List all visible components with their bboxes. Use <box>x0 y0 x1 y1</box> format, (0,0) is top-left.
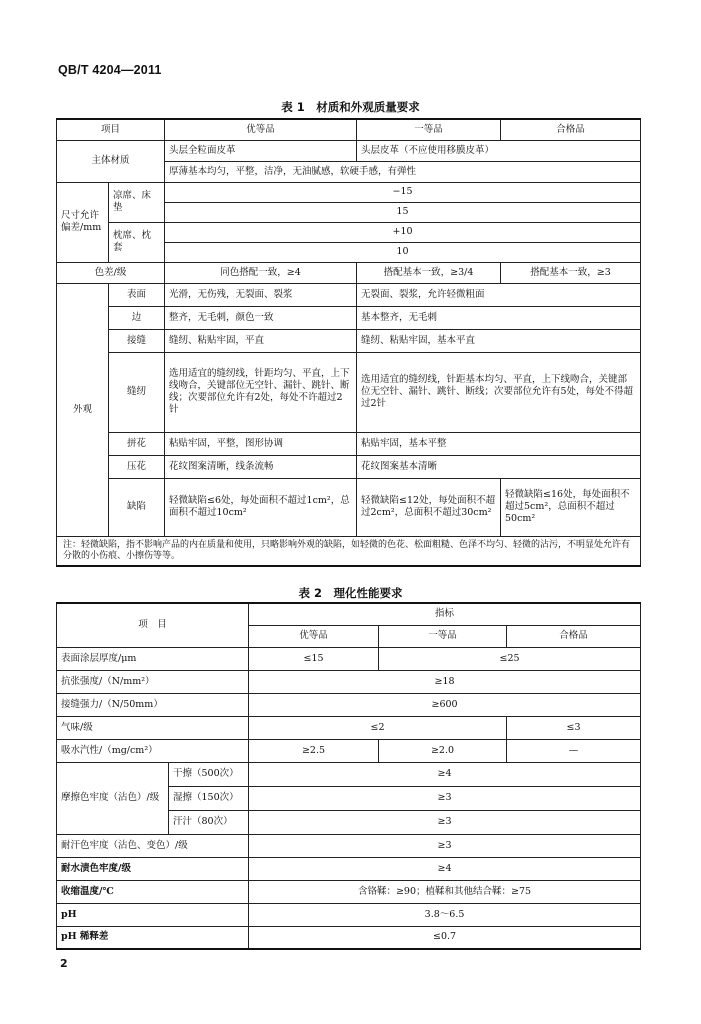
table1-caption: 表 1 材质和外观质量要求 <box>281 100 420 114</box>
t1-appearance-rest: 无裂面、裂浆，允许轻微粗面 <box>357 283 641 306</box>
t1-appearance-item: 压花 <box>109 455 165 478</box>
standard-code: QB/T 4204—2011 <box>58 63 162 77</box>
t2-rub-value: ≥3 <box>249 810 641 834</box>
t1-size-row-value: +10 <box>165 222 641 242</box>
t2-row-item: 抗张强度/（N/mm²） <box>57 670 249 693</box>
table2-physical-chemical <box>56 602 641 950</box>
t2-rub-item: 湿擦（150次） <box>169 786 249 810</box>
t2-row-all: ≤0.7 <box>249 926 641 949</box>
t1-appearance-premium: 花纹图案清晰，线条流畅 <box>165 455 357 478</box>
t2-row-premium: ≥2.5 <box>249 739 379 762</box>
t1-color-premium: 同色搭配一致，≥4 <box>165 262 357 283</box>
t1-appearance-premium: 选用适宜的缝纫线，针距均匀、平直，上下线吻合，关键部位无空针、漏针、跳针、断线；次要部位允许有2处，每处不许超过2针 <box>165 352 357 432</box>
t1-note: 注：轻微缺陷，指不影响产品的内在质量和使用，只略影响外观的缺陷，如轻微的色花、松面粗糙、色泽不均匀、轻微的沾污，不明显处允许有分散的小伤痕、小擦伤等等。 <box>57 536 641 566</box>
t2-row-qualified: ≤3 <box>507 716 641 739</box>
t2-row-all: 含铬鞣：≥90；植鞣和其他结合鞣：≥75 <box>249 880 641 903</box>
t1-appearance-rest: 粘贴牢固，基本平整 <box>357 432 641 455</box>
t1-defect-first: 轻微缺陷≤12处，每处面积不超过2cm²，总面积不超过30cm² <box>357 478 501 536</box>
t2-rub-label: 摩擦色牢度（沾色）/级 <box>57 762 169 834</box>
t2-header-index: 指标 <box>249 603 641 625</box>
t1-appearance-premium: 缝纫、粘贴牢固，平直 <box>165 329 357 352</box>
t2-rub-value: ≥3 <box>249 786 641 810</box>
t2-rub-value: ≥4 <box>249 762 641 786</box>
t2-row-all: ≥3 <box>249 834 641 857</box>
t1-color-qualified: 搭配基本一致，≥3 <box>501 262 641 283</box>
t1-header-item: 项目 <box>57 119 165 140</box>
t1-color-first: 搭配基本一致，≥3/4 <box>357 262 501 283</box>
t1-defect-premium: 轻微缺陷≤6处，每处面积不超过1cm²，总面积不超过10cm² <box>165 478 357 536</box>
t1-appearance-rest: 基本整齐，无毛刺 <box>357 306 641 329</box>
t1-size-row-item: 凉席、床垫 <box>109 182 165 222</box>
t2-row-item: 耐汗色牢度（沾色、变色）/级 <box>57 834 249 857</box>
t2-header-premium: 优等品 <box>249 625 379 647</box>
t1-size-tolerance-label: 尺寸允许偏差/mm <box>57 182 109 262</box>
t2-row-item: pH <box>57 903 249 926</box>
t2-row-all: ≥18 <box>249 670 641 693</box>
page-number: 2 <box>60 957 68 970</box>
t2-row-item: 接缝强力/（N/50mm） <box>57 693 249 716</box>
t1-appearance-rest: 缝纫、粘贴牢固，基本平直 <box>357 329 641 352</box>
t1-main-material-common: 厚薄基本均匀，平整，洁净，无油腻感，软硬手感，有弹性 <box>165 161 641 182</box>
t1-appearance-item: 接缝 <box>109 329 165 352</box>
t1-appearance-premium: 粘贴牢固，平整，图形协调 <box>165 432 357 455</box>
t1-defect-qualified: 轻微缺陷≤16处，每处面积不超过5cm²，总面积不超过50cm² <box>501 478 641 536</box>
t1-main-material-premium: 头层全粒面皮革 <box>165 140 357 161</box>
t1-header-premium: 优等品 <box>165 119 357 140</box>
t2-header-qualified: 合格品 <box>507 625 641 647</box>
t1-size-row-value: 15 <box>165 202 641 222</box>
table2-caption: 表 2 理化性能要求 <box>298 586 403 600</box>
t2-row-rest: ≤25 <box>379 647 641 670</box>
t2-row-all: ≥4 <box>249 857 641 880</box>
t1-size-row-value: 10 <box>165 242 641 262</box>
table1-material-appearance <box>56 118 641 567</box>
t1-appearance-label: 外观 <box>57 283 109 536</box>
t2-row-qualified: — <box>507 739 641 762</box>
t1-appearance-item: 缺陷 <box>109 478 165 536</box>
t1-appearance-rest: 选用适宜的缝纫线，针距基本均匀、平直，上下线吻合，关键部位无空针、漏针、跳针、断线；次要部位允许有5处，每处不得超过2针 <box>357 352 641 432</box>
t1-size-row-value: −15 <box>165 182 641 202</box>
t1-main-material-first: 头层皮革（不应使用移膜皮革） <box>357 140 641 161</box>
t2-row-item: 吸水汽性/（mg/cm²） <box>57 739 249 762</box>
t2-rub-item: 干擦（500次） <box>169 762 249 786</box>
t2-row-premium: ≤15 <box>249 647 379 670</box>
t1-appearance-premium: 整齐，无毛刺，颜色一致 <box>165 306 357 329</box>
t2-row-all: ≥600 <box>249 693 641 716</box>
t1-header-first: 一等品 <box>357 119 501 140</box>
t2-row-all: 3.8～6.5 <box>249 903 641 926</box>
t1-appearance-item: 表面 <box>109 283 165 306</box>
t1-main-material-label: 主体材质 <box>57 140 165 182</box>
t1-appearance-item: 拼花 <box>109 432 165 455</box>
t2-row-item: 气味/级 <box>57 716 249 739</box>
t1-size-row-item: 枕席、枕套 <box>109 222 165 262</box>
t1-appearance-item: 边 <box>109 306 165 329</box>
t2-header-item: 项 目 <box>57 603 249 647</box>
t2-header-first: 一等品 <box>379 625 507 647</box>
t2-row-premium-first: ≤2 <box>249 716 507 739</box>
t1-appearance-rest: 花纹图案基本清晰 <box>357 455 641 478</box>
t2-row-item: 收缩温度/℃ <box>57 880 249 903</box>
t2-row-item: pH 稀释差 <box>57 926 249 949</box>
t2-row-first: ≥2.0 <box>379 739 507 762</box>
t2-rub-item: 汗汁（80次） <box>169 810 249 834</box>
t1-header-qualified: 合格品 <box>501 119 641 140</box>
t2-row-item: 表面涂层厚度/μm <box>57 647 249 670</box>
t1-color-label: 色差/级 <box>57 262 165 283</box>
t2-row-item: 耐水渍色牢度/级 <box>57 857 249 880</box>
t1-appearance-premium: 光滑，无伤残，无裂面、裂浆 <box>165 283 357 306</box>
t1-appearance-item: 缝纫 <box>109 352 165 432</box>
